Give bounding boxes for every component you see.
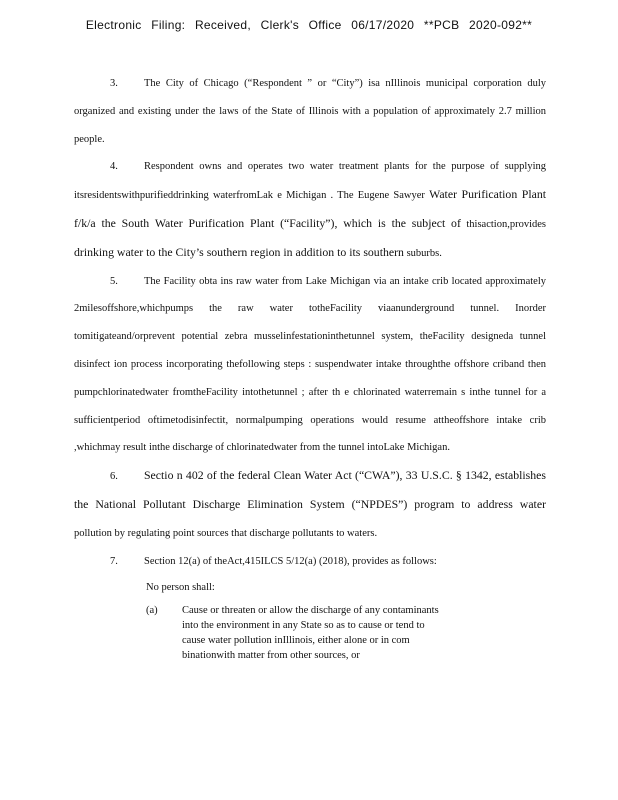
- paragraph-text: suburbs.: [406, 247, 442, 259]
- paragraph-6: [74, 462, 546, 547]
- paragraph-7: [74, 548, 546, 576]
- paragraph-number: 5.: [110, 275, 118, 287]
- paragraph-text: thisaction,provides: [466, 218, 546, 230]
- quoted-statute-intro: No person shall:: [146, 582, 215, 594]
- paragraph-text: Section 12(a) of theAct,415ILCS 5/12(a) (2018), provides as follows:: [144, 555, 437, 567]
- paragraph-number: 4.: [110, 161, 118, 173]
- paragraph-3: [74, 70, 546, 153]
- paragraph-text-bold: Water Purification Plant f/k/a the South Water Purification Plant (“Facility”), which is the subject of: [74, 187, 547, 230]
- paragraph-5: [74, 268, 546, 463]
- quoted-statute-subsection: [74, 603, 450, 663]
- paragraph-text-bold: drinking water to the City’s southern region in addition to its southern: [74, 244, 404, 259]
- paragraph-number: 7.: [110, 555, 118, 567]
- subsection-label: (a): [146, 605, 158, 617]
- subsection-text: Cause or threaten or allow the discharge of any contaminants into the environment in any State so as to cause or tend to cause water pollution inIllinois, either alone or in com binationwith matter from other sources, or: [182, 605, 439, 662]
- paragraph-number: 6.: [110, 471, 118, 483]
- paragraph-text: The Facility obta ins raw water from Lake Michigan via an intake crib located approximately 2milesoffshore,whichpumps the raw water totheFacility viaanunderground tunnel. Inorder tomitigateand/orprevent potential zebra musselinfestationinthetunnel system, theFacility designeda tunnel disinfect ion process incorporating thefollowing steps : suspendwater intake throughthe offshore criband then pumpchlorinatedwater fromtheFacility intothetunnel ; after th e chlorinated waterremain s inthe tunnel for a sufficientperiod oftimetodisinfectit, normalpumping operations would resume attheoffshore intake crib ,whichmay result inthe discharge of chlorinatedwater from the tunnel intoLake Michigan.: [74, 275, 546, 454]
- paragraph-text: pollution by regulating point sources that discharge pollutants to waters.: [74, 527, 378, 539]
- paragraph-number: 3.: [110, 78, 118, 89]
- document-body: [74, 70, 546, 663]
- paragraph-text: The City of Chicago (“Respondent ” or “City”) isa nIllinois municipal corporation duly organized and existing under the laws of the State of Illinois with a population of approximately 2.7 million people.: [74, 78, 546, 145]
- paragraph-text: Respondent owns and operates two water treatment plants for the purpose of supplying itsresidentswithpurifieddrinking waterfromLak e Michigan . The Eugene Sawyer: [74, 161, 546, 202]
- efiling-header: Electronic Filing: Received, Clerk's Office 06/17/2020 **PCB 2020-092**: [85, 18, 533, 32]
- paragraph-4: [74, 153, 546, 267]
- paragraph-text-bold: Sectio n 402 of the federal Clean Water Act (“CWA”), 33 U.S.C. § 1342, establishes the National Pollutant Discharge Elimination System (“NPDES”) program to address water: [74, 468, 546, 511]
